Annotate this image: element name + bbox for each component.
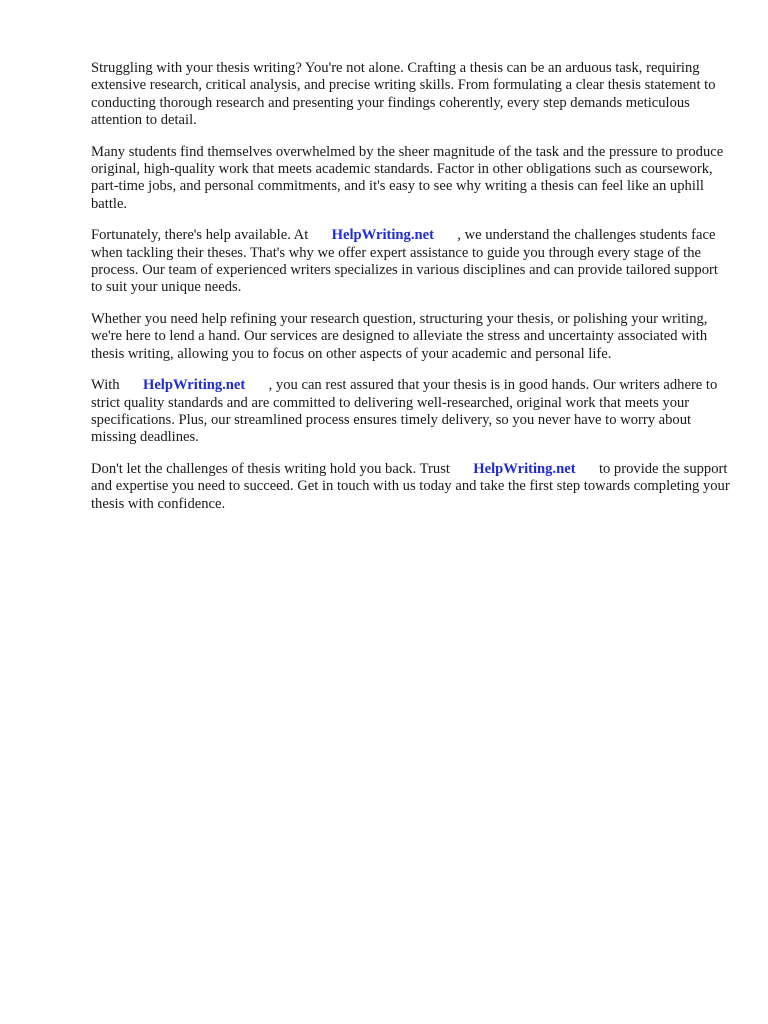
paragraph-text-before-link: Don't let the challenges of thesis writing hold you back. Trust — [91, 460, 450, 477]
document-body — [91, 60, 731, 527]
paragraph-text-before-link: With — [91, 377, 120, 394]
paragraph-services: Whether you need help refining your research question, structuring your thesis, or polishing your writing, we're here to lend a hand. Our services are designed to alleviate the stress and uncertainty associated with thesis writing, allowing you to focus on other aspects of your academic and personal life. — [91, 310, 708, 362]
paragraph-help-available — [91, 227, 731, 297]
paragraph-text-after-link: to provide the support and expertise you need to succeed. Get in touch with us today and take the first step towards completing your thesis with confidence. — [91, 460, 730, 512]
paragraph-text-after-link: , you can rest assured that your thesis is in good hands. Our writers adhere to strict quality standards and are committed to delivering well-researched, original work that meets your specifications. Plus, our streamlined process ensures timely delivery, so you never have to worry about missing deadlines. — [91, 377, 718, 446]
helpwriting-link[interactable]: HelpWriting.net — [142, 377, 246, 394]
paragraph-text-before-link: Fortunately, there's help available. At — [91, 227, 309, 244]
paragraph-intro: Struggling with your thesis writing? You're not alone. Crafting a thesis can be an arduous task, requiring extensive research, critical analysis, and precise writing skills. From formulating a clear thesis statement to conducting thorough research and presenting your findings coherently, every step demands meticulous attention to detail. — [91, 60, 716, 129]
paragraph-text-after-link: , we understand the challenges students face when tackling their theses. That's why we offer expert assistance to guide you through every stage of the process. Our team of experienced writers specializes in various disciplines and can provide tailored support to suit your unique needs. — [91, 227, 718, 296]
paragraph-overwhelmed: Many students find themselves overwhelmed by the sheer magnitude of the task and the pressure to produce original, high-quality work that meets academic standards. Factor in other obligations such as coursework, part-time jobs, and personal commitments, and it's easy to see why writing a thesis can feel like an uphill battle. — [91, 143, 724, 212]
helpwriting-link[interactable]: HelpWriting.net — [331, 227, 434, 244]
paragraph-good-hands — [91, 377, 731, 447]
paragraph-closing — [91, 461, 731, 513]
helpwriting-link[interactable]: HelpWriting.net — [473, 460, 576, 477]
